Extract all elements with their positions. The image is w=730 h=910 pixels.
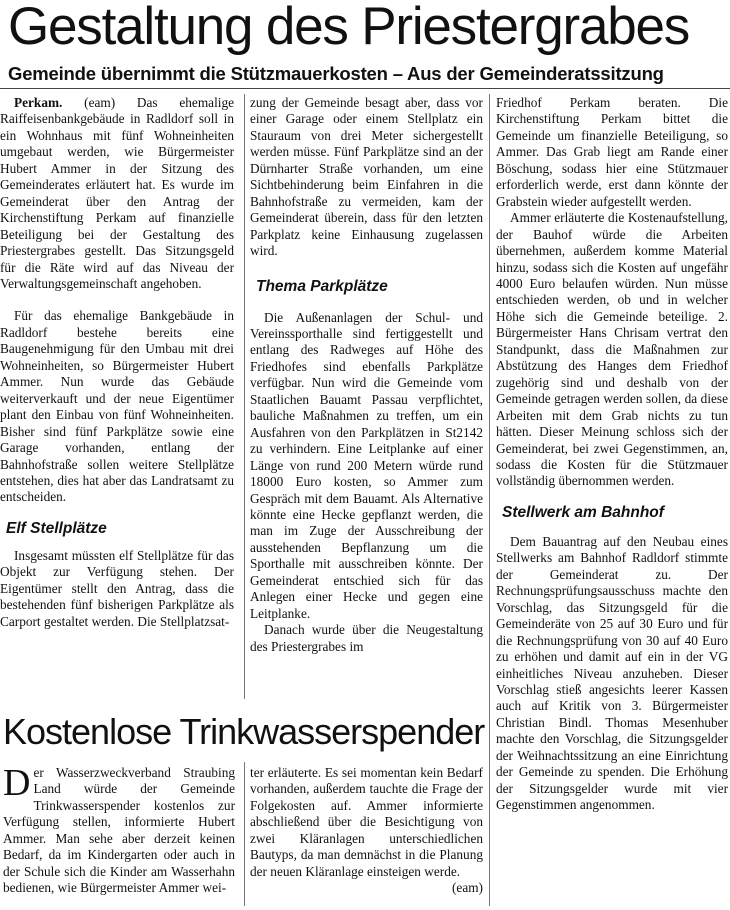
subhead-thema-parkplaetze: Thema Parkplätze — [256, 277, 388, 295]
article1-column-3 — [496, 95, 728, 814]
subhead-elf-stellplaetze: Elf Stellplätze — [6, 519, 107, 537]
author-signature: (eam) — [451, 880, 483, 896]
article1-col1-paragraph-3: Insgesamt müssten elf Stellplätze für das Objekt zur Verfügung stehen. Der Eigentümer stellt den Antrag, dass die bestehenden fünf bisherigen Parkplätze als Carport gestaltet werden. Die Stellplatzsat- — [0, 547, 234, 629]
article2-col2-text: ter erläuterte. Es sei momentan kein Bedarf vorhanden, außerdem tauchte die Frage der Folgekosten auf. Ammer informierte abschließend über die Besichtigung von zwei Kläranlagen unterschiedlichen Bautyps, da man demnächst in die Planung der neuen Kläranlage einsteigen werde. — [250, 765, 483, 879]
article1-col3-paragraph-2: Ammer erläuterte die Kostenaufstellung, der Bauhof würde die Arbeiten übernehmen, außerdem komme Material hinzu, sodass sich die Kosten auf ungefähr 4000 Euro belaufen würden. Nun müsse entschieden werden, ob und in welcher Höhe sich die Gemeinde beteilige. 2. Bürgermeister Hans Chrisam vertrat den Standpunkt, dass die Maßnahmen zur Abstützung des Hanges dem Friedhof zugehörig sind und deshalb von der Gemeinde getragen werden sollen, da diese Arbeiten mit dem Grab nichts zu tun hätten. Dieser Meinung schloss sich der Gemeinderat, bei zwei Gegenstimmen, an, sodass die Kosten für die Stützmauer vollständig übernommen werden. — [496, 210, 728, 489]
column-divider-3 — [244, 762, 245, 906]
subheadline: Gemeinde übernimmt die Stützmauerkosten – Aus der Gemeinderatssitzung — [8, 63, 664, 84]
article1-col2-paragraph-3: Danach wurde über die Neugestaltung des Priestergrabes im — [250, 622, 483, 654]
drop-cap: D — [3, 762, 31, 804]
article2-column-1 — [3, 762, 235, 897]
lead-dateline: Perkam. — [14, 95, 63, 110]
top-rule — [0, 88, 730, 89]
headline: Gestaltung des Priestergrabes — [8, 0, 690, 56]
column-divider-1 — [244, 94, 245, 699]
article1-column-1 — [0, 95, 234, 630]
subhead-stellwerk-am-bahnhof: Stellwerk am Bahnhof — [502, 503, 664, 521]
article1-column-2 — [250, 95, 483, 655]
article1-col3-paragraph-3: Dem Bauantrag auf den Neubau eines Stellwerks am Bahnhof Radldorf stimmte der Gemeinderat zu. Der Rechnungsprüfungsausschuss machte den Vorschlag, das Sitzungsgeld für die Gemeinderäte von 25 auf 30 Euro und für die Rechnungsprüfung von 30 auf 40 Euro zu erhöhen und damit auf ein in der VG einheitliches Niveau anzuheben. Dieser Vorschlag stieß angesichts leerer Kassen auch auf Kritik von 3. Bürgermeister Christian Bindl. Thomas Mesenhuber machte den Vorschlag, die Sitzungsgelder der Weihnachtssitzung an eine Einrichtung der Gemeinde zu spenden. Die Erhöhung der Sitzungsgelder wurde mit vier Gegenstimmen angenommen. — [496, 533, 728, 813]
article1-col2-paragraph-1: zung der Gemeinde besagt aber, dass vor einer Garage oder einem Stellplatz ein Stauraum von drei Meter sichergestellt werden müsse. Fünf Parkplätze sind an der Dürnharter Straße vorhanden, um eine Sichtbehinderung beim Einfahren in die Bahnhofstraße zu vermeiden, kam der Gemeinderat überein, dass für den letzten Parkplatz keine Einhausung zugelassen wird. — [250, 95, 483, 259]
article1-col1-paragraph-2: Für das ehemalige Bankgebäude in Radldorf bestehe bereits eine Baugenehmigung für den Umbau mit drei Wohneinheiten, so Bürgermeister Hubert Ammer. Nun wurde das Gebäude weiterverkauft und der neue Eigentümer plant den Einbau von fünf Wohneinheiten. Bisher sind fünf Parkplätze sowie eine Garage vorhanden, entlang der Bahnhofstraße sollen weitere Stellplätze entstehen, dies hat aber das Landratsamt zu entscheiden. — [0, 308, 234, 505]
article1-col2-paragraph-2: Die Außenanlagen der Schul- und Vereinssporthalle sind fertiggestellt und entlang des Radweges auf Höhe des Friedhofes sind ebenfalls Parkplätze verfügbar. Nun wird die Gemeinde vom Staatlichen Bauamt Passau verpflichtet, bauliche Maßnahmen zu treffen, um ein Ausfahren von den Parkplätzen in St2142 zu verhindern. Eine Leitplanke auf einer Länge von rund 200 Metern würde rund 18000 Euro kosten, so Ammer zum Gespräch mit dem Bauamt. Als Alternative könnte eine Hecke gepflanzt werden, die man im Zuge der Ausschreibung der ausstehenden Bepflanzung um die Sporthalle mit ausschreiben könnte. Der Gemeinderat entschied sich für das Anlegen einer Hecke und gegen eine Leitplanke. — [250, 309, 483, 621]
article2-column-2 — [250, 765, 483, 897]
article1-col3-paragraph-1: Friedhof Perkam beraten. Die Kirchenstiftung Perkam bittet die Gemeinde um finanzielle Beteiligung, so Ammer. Das Grab liegt am Rande einer Böschung, sodass hier eine Stützmauer erforderlich werde, erst dann könnte der Grabstein wieder aufgestellt werden. — [496, 95, 728, 209]
article2-col1-text: er Wasserzweckverband Straubing Land würde der Gemeinde Trinkwasserspender kostenlos zur Verfügung stellen, informierte Hubert Ammer. Man sehe aber derzeit keinen Bedarf, da im Kindergarten oder auch in der Schule sich die Kinder am Wasserhahn bedienen, wie Bürgermeister Ammer wei- — [3, 765, 235, 896]
headline-trinkwasserspender: Kostenlose Trinkwasserspender — [3, 711, 485, 752]
article1-col1-paragraph-1: (eam) Das ehemalige Raiffeisenbankgebäude in Radldorf soll in ein Wohnhaus mit fünf Wohneinheiten umgebaut werden, wie Bürgermeister Hubert Ammer in der Sitzung des Gemeinderates erläutert hat. Es wurde im Gemeinderat über den Antrag der Kirchenstiftung Perkam auf finanzielle Beteiligung bei der Gestaltung des Priestergrabes gestellt. Das Sitzungsgeld für die Räte wird auf das Niveau der Verwaltungsgemeinschaft angehoben. — [0, 95, 235, 291]
column-divider-2 — [489, 94, 490, 906]
